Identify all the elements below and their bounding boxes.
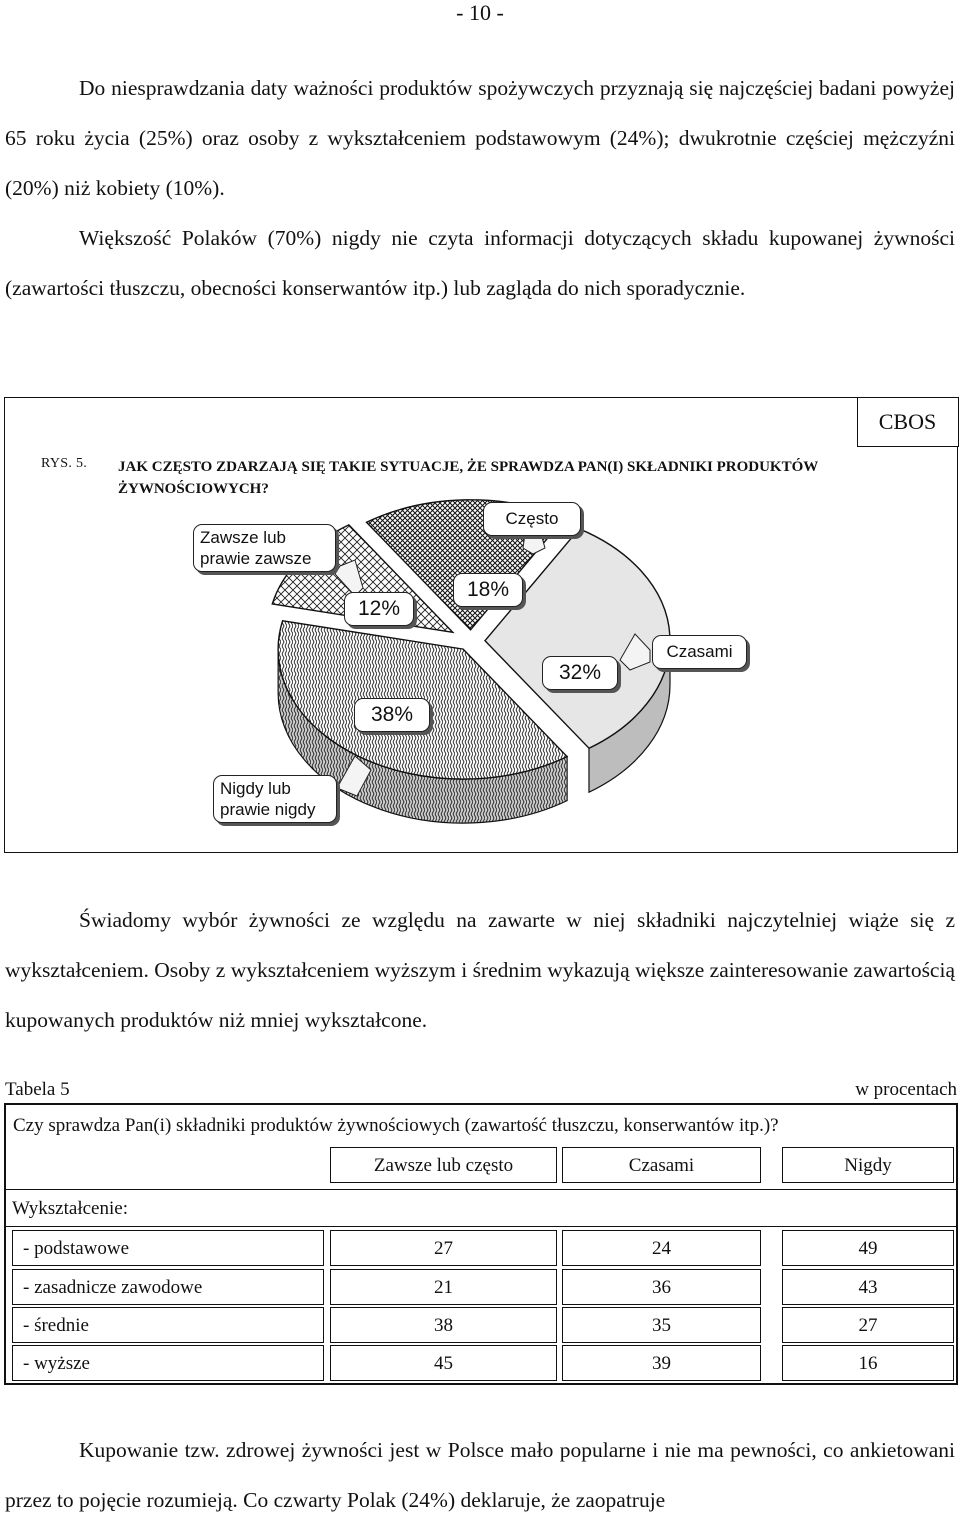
- callout-nigdy-line-1: Nigdy lub: [220, 779, 291, 798]
- callout-zawsze: [193, 524, 336, 572]
- table-cell: 43: [782, 1269, 954, 1305]
- col-header-1: Zawsze lub często: [330, 1147, 557, 1183]
- callout-czesto: [483, 502, 581, 536]
- value-label-32: 32%: [542, 656, 618, 690]
- table-cell: 27: [782, 1307, 954, 1343]
- value-label-38: 38%: [354, 698, 430, 732]
- paragraph-1: [5, 63, 955, 213]
- table-cell: 36: [562, 1269, 761, 1305]
- paragraph-4: [5, 1425, 955, 1525]
- table-row-label: - wyższe: [12, 1345, 324, 1381]
- table-cell: 21: [330, 1269, 557, 1305]
- page-number: - 10 -: [456, 0, 504, 25]
- data-table: [4, 1103, 958, 1385]
- callout-czesto-text: Często: [505, 509, 559, 528]
- callout-zawsze-line-1: Zawsze lub: [200, 528, 286, 547]
- callout-nigdy-line-2: prawie nigdy: [220, 800, 316, 819]
- table-cell: 38: [330, 1307, 557, 1343]
- table-row-label: - zasadnicze zawodowe: [12, 1269, 324, 1305]
- callout-czasami: [652, 635, 747, 669]
- value-label-18: 18%: [453, 573, 523, 607]
- group-label: Wykształcenie:: [6, 1189, 956, 1227]
- table-cell: 16: [782, 1345, 954, 1381]
- paragraph-3-text: Świadomy wybór żywności ze względu na zawarte w niej składniki najczytelniej wiąże się z wykształceniem. Osoby z wykształceniem wyższym i średnim wykazują większe zainteresowanie zawartością kupowanych produktów niż mniej wykształcone.: [5, 908, 955, 1032]
- figure-label: RYS. 5.: [41, 456, 88, 471]
- table-cell: 49: [782, 1230, 954, 1266]
- table-question: Czy sprawdza Pan(i) składniki produktów żywnościowych (zawartość tłuszczu, konserwantów itp.)?: [13, 1115, 779, 1136]
- pie-chart: [5, 398, 956, 851]
- table-cell: 24: [562, 1230, 761, 1266]
- callout-czasami-text: Czasami: [666, 642, 733, 661]
- table-cell: 39: [562, 1345, 761, 1381]
- figure-title: JAK CZĘSTO ZDARZAJĄ SIĘ TAKIE SYTUACJE, ŻE SPRAWDZA PAN(I) SKŁADNIKI PRODUKTÓW ŻYWNOŚCIOWYCH?: [118, 459, 818, 497]
- source-label: CBOS: [857, 397, 959, 447]
- table-cell: 27: [330, 1230, 557, 1266]
- table-cell: 35: [562, 1307, 761, 1343]
- callout-nigdy: [213, 775, 337, 823]
- callout-zawsze-line-2: prawie zawsze: [200, 549, 312, 568]
- table-row-label: - podstawowe: [12, 1230, 324, 1266]
- table-row-label: - średnie: [12, 1307, 324, 1343]
- paragraph-3: [5, 895, 955, 1045]
- col-header-3: Nigdy: [782, 1147, 954, 1183]
- value-label-12: 12%: [344, 592, 414, 626]
- table-cell: 45: [330, 1345, 557, 1381]
- paragraph-2: [5, 213, 955, 313]
- table-unit: w procentach: [855, 1079, 957, 1100]
- paragraph-4-text: Kupowanie tzw. zdrowej żywności jest w Polsce mało popularne i nie ma pewności, co ankietowani przez to pojęcie rozumieją. Co czwarty Polak (24%) deklaruje, że zaopatruje: [5, 1438, 955, 1512]
- col-header-2: Czasami: [562, 1147, 761, 1183]
- paragraph-2-text: Większość Polaków (70%) nigdy nie czyta informacji dotyczących składu kupowanej żywności (zawartości tłuszczu, obecności konserwantów itp.) lub zagląda do nich sporadycznie.: [5, 226, 955, 300]
- table-label: Tabela 5: [5, 1079, 70, 1100]
- paragraph-1-text: Do niesprawdzania daty ważności produktów spożywczych przyznają się najczęściej badani powyżej 65 roku życia (25%) oraz osoby z wykształceniem podstawowym (24%); dwukrotnie częściej mężczyźni (20%) niż kobiety (10%).: [5, 76, 955, 200]
- figure-pie-chart: [4, 397, 958, 853]
